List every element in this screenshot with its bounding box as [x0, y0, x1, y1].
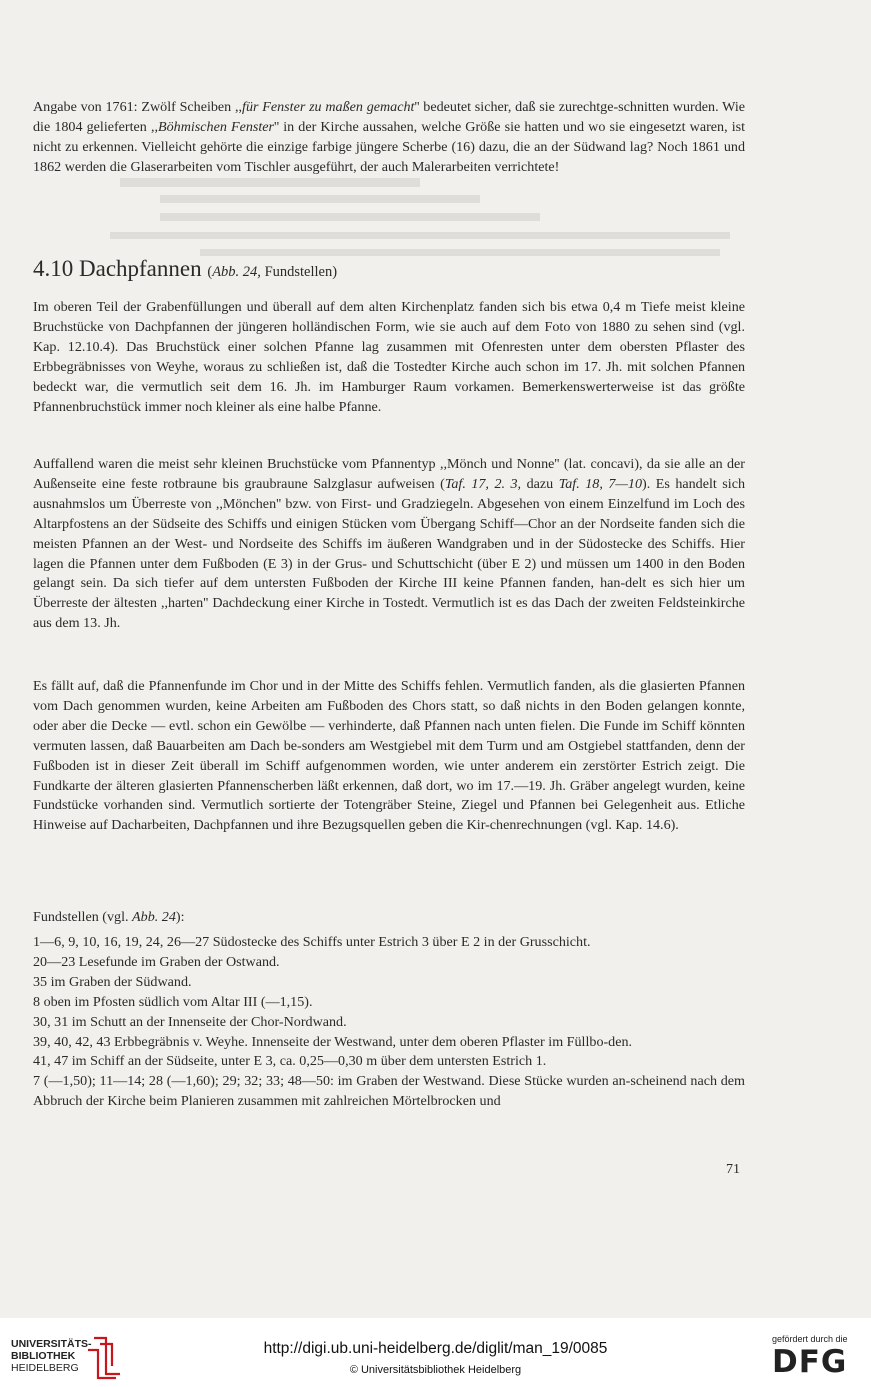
list-item: 30, 31 im Schutt an der Innenseite der Chor-Nordwand.: [33, 1013, 347, 1030]
list-item: 8 oben im Pfosten südlich vom Altar III (—1,15).: [33, 993, 313, 1010]
paragraph-1: Im oberen Teil der Grabenfüllungen und überall auf dem alten Kirchenplatz fanden sich bis etwa 0,4 m Tiefe meist kleine Bruchstücke von Dachpfannen der jüngeren holländischen Form, wie sie auch auf dem Foto von 1880 zu sehen sind (vgl. Kap. 12.10.4). Das Bruchstück einer solchen Pfanne lag zusammen mit Ofenresten unter dem obersten Pflaster des Erbbegräbnisses von Weyhe, woraus zu schließen ist, daß die Tostedter Kirche auch schon im 17. Jh. mit solchen Pfannen bedeckt war, die vermutlich seit dem 16. Jh. im Hamburger Raum vorkamen. Bemerkenswerterweise ist das größte Pfannenbruchstück immer noch kleiner als eine halbe Pfanne.: [33, 299, 745, 415]
library-name[interactable]: UNIVERSITÄTS- BIBLIOTHEK HEIDELBERG: [11, 1338, 92, 1374]
intro-paragraph: Angabe von 1761: Zwölf Scheiben ,,für Fenster zu maßen gemacht'' bedeutet sicher, daß sie zurechtge-schnitten wurden. Wie die 1804 gelieferten ,,Böhmischen Fenster'' in der Kirche aussahen, welche Größe sie hatten und wo sie eingesetzt waren, ist nicht zu erkennen. Vielleicht gehörte die einzige farbige jüngere Scherbe (16) dazu, die an der Südwand lag? Noch 1861 und 1862 werden die Glaserarbeiten vom Tischler ausgeführt, der auch Malerarbeiten verrichtete!: [33, 99, 746, 175]
page-number: 71: [726, 1162, 740, 1177]
list-item: 35 im Graben der Südwand.: [33, 973, 192, 990]
list-item: 41, 47 im Schiff an der Südseite, unter E 3, ca. 0,25—0,30 m über dem untersten Estrich 1.: [33, 1053, 547, 1070]
footer-bar: [0, 1318, 871, 1387]
list-item: 20—23 Lesefunde im Graben der Ostwand.: [33, 953, 280, 970]
paragraph-3: Es fällt auf, daß die Pfannenfunde im Chor und in der Mitte des Schiffs fehlen. Vermutlich fanden, als die glasierten Pfannen vom Dach genommen wurden, keine Arbeiten am Fußboden des Chors statt, so daß nichts in den Boden gelangen konnte, oder aber die Decke — evtl. schon ein Gewölbe — verhinderte, daß Pfannen nach unten fielen. Die Funde im Schiff könnten vermuten lassen, daß Bauarbeiten am Dach be-sonders am Westgiebel mit dem Turm und am Ostgiebel stattfanden, denn der Fußboden ist in dieser Zeit überall im Schiff aufgenommen worden, wie unter anderem ein zerstörter Estrich zeigt. Die Fundkarte der älteren glasierten Pfannenscherben läßt erkennen, daß dort, wo im 17.—19. Jh. Gräber angelegt wurden, keine Fundstücke vorhanden sind. Vermutlich sortierte der Totengräber Steine, Ziegel und Pfannen bei Gelegenheit aus. Etliche Hinweise auf Dacharbeiten, Dachpfannen und ihre Bezugsquellen geben die Kir-chenrechnungen (vgl. Kap. 14.6).: [33, 678, 745, 834]
section-heading: 4.10 Dachpfannen (Abb. 24, Fundstellen): [33, 256, 338, 281]
list-item: 39, 40, 42, 43 Erbbegräbnis v. Weyhe. Innenseite der Westwand, unter dem oberen Pflaster im Füllbo-den.: [33, 1033, 633, 1050]
permalink-url[interactable]: http://digi.ub.uni-heidelberg.de/diglit/man_19/0085: [263, 1340, 608, 1357]
fundstellen-list: [33, 933, 745, 1112]
list-item: 1—6, 9, 10, 16, 19, 24, 26—27 Südostecke des Schiffs unter Estrich 3 über E 2 in der Grusschicht.: [33, 934, 591, 950]
sponsor-label: gefördert durch die: [772, 1334, 848, 1344]
paragraph-2: Auffallend waren die meist sehr kleinen Bruchstücke vom Pfannentyp ,,Mönch und Nonne'' (lat. concavi), da sie alle an der Außenseite eine feste rotbraune bis graubraune Salzglasur aufweisen (Taf. 17, 2. 3, dazu Taf. 18, 7—10). Es handelt sich ausnahmslos um Überreste von ,,Mönchen'' bzw. von First- und Gradziegeln. Abgesehen von einem Einzelfund im Loch des Altarpfostens an der Südseite des Schiffs und einigen Stücken vom Übergang Schiff—Chor an der Nordseite fanden sich die meisten Pfannen an der West- und Nordseite des Schiffs im äußeren Wandgraben und in der Südostecke des Schiffs. Hier lagen die Pfannen unter dem Fußboden (E 3) in der Grus- und Schuttschicht (über E 2) und müssen um 1400 in den Boden gelangt sein. Da sich tiefer auf dem untersten Fußboden der Kirche III keine Pfannen fanden, han-delt es sich hier um Überreste der ältesten ,,harten'' Dachdeckung einer Kirche in Tostedt. Vermutlich ist es das Dach der zweiten Feldsteinkirche aus dem 13. Jh.: [33, 456, 745, 632]
list-item: 7 (—1,50); 11—14; 28 (—1,60); 29; 32; 33; 48—50: im Graben der Westwand. Diese Stücke wurden an-scheinend nach dem Abbruch der Kirche beim Planieren zusammen mit zahlreichen Mörtelbrocken und: [33, 1073, 745, 1110]
copyright-notice: © Universitätsbibliothek Heidelberg: [349, 1364, 522, 1376]
fundstellen-label: Fundstellen (vgl. Abb. 24):: [33, 909, 185, 925]
dfg-logo[interactable]: DFG: [772, 1344, 848, 1380]
